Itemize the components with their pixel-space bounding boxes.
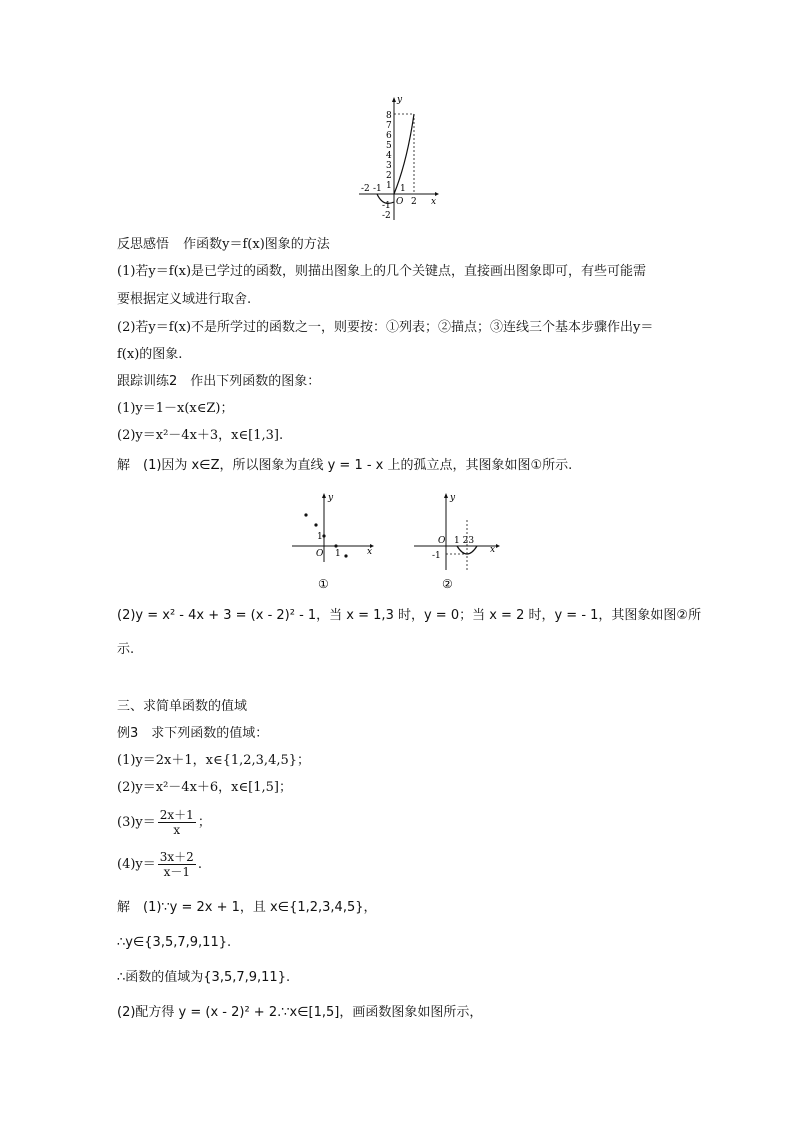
fig2-origin: O (438, 536, 446, 546)
x-axis-label: x (431, 197, 437, 207)
reflect-p2b: f(x)的图象. (117, 347, 183, 362)
reflect-heading-line (117, 237, 330, 253)
solution1-line2b: 示. (117, 642, 135, 657)
figure-2 (412, 490, 507, 590)
fig2-caption: ② (442, 577, 453, 590)
section3-q3: (3)y＝ $\frac{2x+1}{x}$ ； (117, 808, 211, 837)
fig2-y-label: y (450, 493, 456, 503)
section3-q2: (2)y＝x²－4x＋6，x∈[1,5]； (117, 780, 292, 795)
reflect-p1b: 要根据定义域进行取舍. (117, 292, 252, 307)
fig1-tick-y: 1 (317, 532, 323, 542)
fig1-point (304, 513, 307, 516)
y-tick: -1 (382, 201, 391, 211)
y-tick: 1 (386, 181, 392, 191)
fig1-y-label: y (328, 493, 334, 503)
fig2-ticks: 1 23 (454, 536, 475, 546)
q3-denominator: x (173, 823, 181, 837)
curve-right (394, 114, 414, 194)
q4-numerator: 3x＋2 (159, 850, 194, 864)
fig2-x-label: x (490, 545, 496, 555)
fig1-origin: O (316, 549, 324, 559)
q4-denominator: x－1 (163, 865, 190, 879)
reflect-heading: 反思感悟 (117, 237, 170, 252)
reflect-title: 作函数y＝f(x)图象的方法 (183, 237, 330, 252)
x-tick: 1 (400, 184, 406, 194)
y-tick: -2 (382, 211, 391, 221)
practice-title: 跟踪训练2 作出下列函数的图象： (117, 374, 321, 389)
q4-fraction (158, 850, 196, 879)
q3-fraction (158, 808, 196, 837)
figure-1 (290, 490, 380, 590)
fig2-tick-y: -1 (432, 551, 441, 561)
solution3-line3: ∴函数的值域为{3,5,7,9,11}. (117, 970, 291, 985)
y-axis-arrow (392, 97, 396, 102)
reflect-p1a: (1)若y＝f(x)是已学过的函数，则描出图象上的几个关键点，直接画出图象即可，有些可能需 (117, 264, 647, 279)
y-tick: 8 (386, 111, 392, 121)
fig1-point (334, 544, 337, 547)
fig1-x-label: x (367, 547, 373, 557)
q3-numerator: 2x＋1 (159, 808, 194, 822)
origin-label: O (396, 197, 404, 207)
reflect-p2a: (2)若y＝f(x)不是所学过的函数之一，则要按：①列表；②描点；③连线三个基本步骤作出y＝ (117, 320, 654, 335)
y-tick: 2 (386, 171, 392, 181)
section3-heading: 三、求简单函数的值域 (117, 699, 248, 714)
y-tick: 5 (386, 141, 392, 151)
solution3-line4: (2)配方得 y = (x - 2)² + 2.∵x∈[1,5]，画函数图象如图所示， (117, 1005, 483, 1020)
solution3-line1: 解 (1)∵y = 2x + 1，且 x∈{1,2,3,4,5}， (117, 900, 377, 915)
x-tick: -1 (373, 184, 382, 194)
y-tick: 3 (386, 161, 392, 171)
y-tick: 7 (386, 121, 392, 131)
section3-example: 例3 求下列函数的值域： (117, 726, 269, 741)
section3-q4: (4)y＝ $\frac{3x+2}{x-1}$ . (117, 850, 202, 879)
fig1-point (344, 554, 347, 557)
y-tick: 6 (386, 131, 392, 141)
graph-piecewise (355, 92, 445, 222)
fig1-point (322, 534, 325, 537)
solution1-line2a: (2)y = x² - 4x + 3 = (x - 2)² - 1，当 x = 1,3 时，y = 0；当 x = 2 时，y = - 1，其图象如图②所 (117, 608, 702, 623)
fig1-caption: ① (318, 577, 329, 590)
y-axis-label: y (397, 95, 403, 105)
practice-q2: (2)y＝x²－4x＋3，x∈[1,3]. (117, 428, 284, 443)
x-tick: -2 (361, 184, 370, 194)
fig1-tick-x: 1 (335, 549, 341, 559)
x-axis-arrow (435, 192, 439, 196)
solution3-line2: ∴y∈{3,5,7,9,11}. (117, 935, 232, 950)
y-tick: 4 (386, 151, 392, 161)
fig1-point (314, 523, 317, 526)
practice-q1: (1)y＝1－x(x∈Z)； (117, 401, 234, 416)
solution1-line1: 解 (1)因为 x∈Z，所以图象为直线 y = 1 - x 上的孤立点，其图象如图①所示. (117, 458, 573, 473)
section3-q1: (1)y＝2x＋1，x∈{1,2,3,4,5}； (117, 753, 311, 768)
x-tick: 2 (411, 197, 417, 207)
